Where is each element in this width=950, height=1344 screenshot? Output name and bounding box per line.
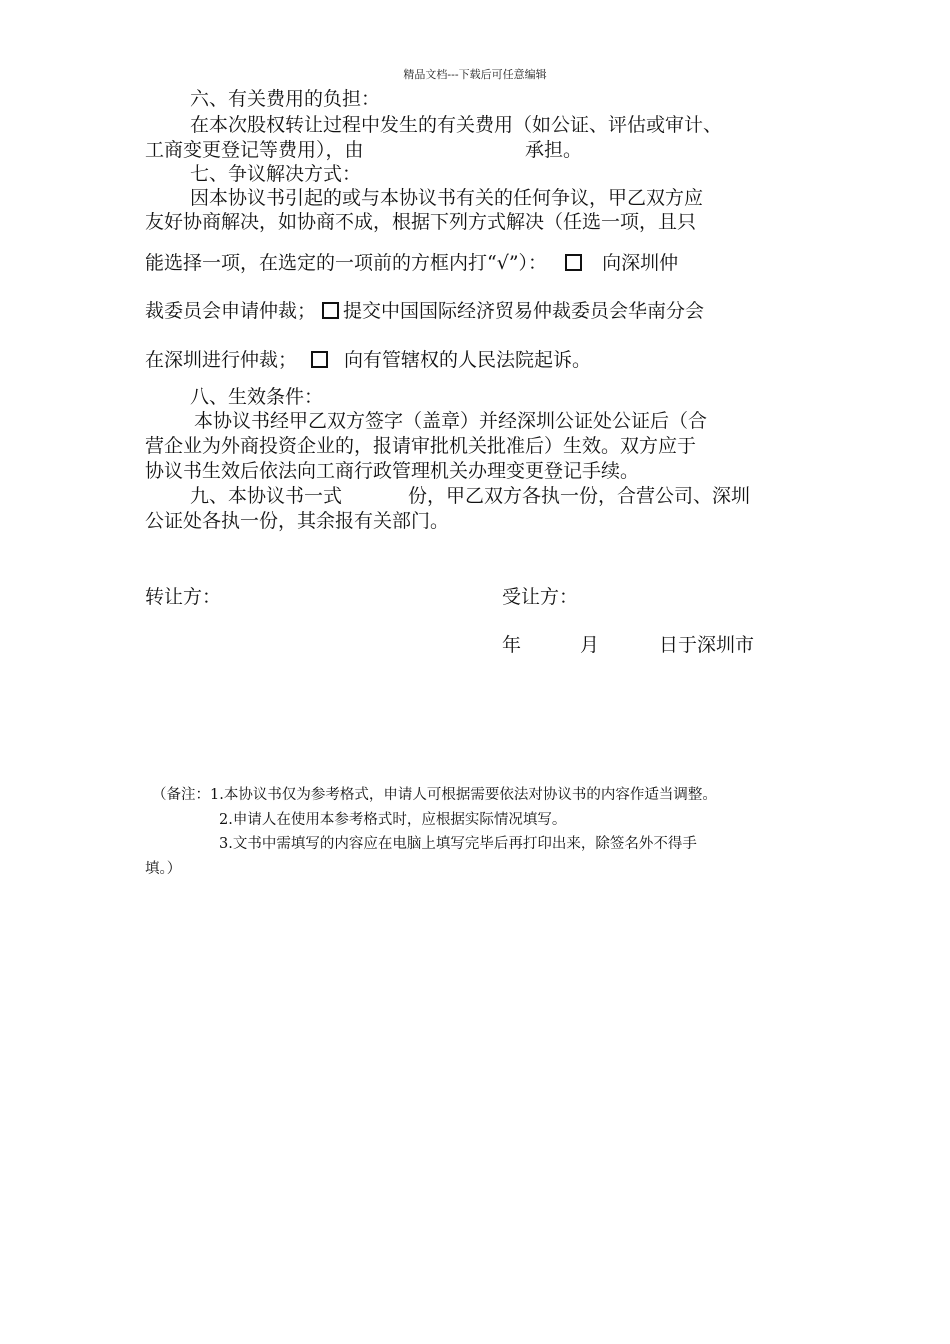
section-8-line-2: 营企业为外商投资企业的，报请审批机关批准后）生效。双方应于 xyxy=(145,435,697,457)
option-1-text-a: 向深圳仲 xyxy=(602,252,679,274)
section-7-line-3-text: 能选择一项，在选定的一项前的方框内打“√”）： xyxy=(145,252,548,274)
section-6-line-2b: 承担。 xyxy=(525,139,583,161)
checkbox-option-3[interactable] xyxy=(311,351,328,368)
checkbox-option-2[interactable] xyxy=(322,302,339,319)
note-line-1: （备注：1.本协议书仅为参考格式，申请人可根据需要依法对协议书的内容作适当调整。 xyxy=(152,787,717,803)
note-line-4: 填。） xyxy=(145,861,182,877)
transferor-label: 转让方： xyxy=(145,586,222,608)
date-day-place: 日于深圳市 xyxy=(659,634,755,656)
section-9-line-1b: 份，甲乙双方各执一份，合营公司、深圳 xyxy=(408,485,751,507)
date-month: 月 xyxy=(580,634,600,656)
note-line-2: 2.申请人在使用本参考格式时，应根据实际情况填写。 xyxy=(219,812,567,828)
section-8-line-3: 协议书生效后依法向工商行政管理机关办理变更登记手续。 xyxy=(145,460,640,482)
section-7-line-5 xyxy=(145,347,591,373)
page-header: 精品文档---下载后可任意编辑 xyxy=(403,68,547,81)
section-9-line-2: 公证处各执一份，其余报有关部门。 xyxy=(145,510,450,532)
section-8-title: 八、生效条件： xyxy=(190,386,324,408)
section-6-title: 六、有关费用的负担： xyxy=(190,88,381,110)
section-7-line-4 xyxy=(145,298,704,324)
section-7-title: 七、争议解决方式： xyxy=(190,163,362,185)
option-2-text: 提交中国国际经济贸易仲裁委员会华南分会 xyxy=(343,300,705,322)
section-7-line-3 xyxy=(145,250,678,276)
section-9-line-1a: 九、本协议书一式 xyxy=(190,485,343,507)
section-8-line-1: 本协议书经甲乙双方签字（盖章）并经深圳公证处公证后（合 xyxy=(194,410,708,432)
option-1-text-b: 裁委员会申请仲裁； xyxy=(145,300,317,322)
option-2-text-b: 在深圳进行仲裁； xyxy=(145,349,298,371)
section-7-line-1: 因本协议书引起的或与本协议书有关的任何争议，甲乙双方应 xyxy=(190,187,704,209)
option-3-text: 向有管辖权的人民法院起诉。 xyxy=(344,349,592,371)
section-7-line-2: 友好协商解决，如协商不成，根据下列方式解决（任选一项，且只 xyxy=(145,211,697,233)
checkbox-option-1[interactable] xyxy=(565,254,582,271)
section-6-line-2a: 工商变更登记等费用），由 xyxy=(145,139,364,161)
note-line-3: 3.文书中需填写的内容应在电脑上填写完毕后再打印出来，除签名外不得手 xyxy=(219,836,697,852)
date-year: 年 xyxy=(502,634,522,656)
transferee-label: 受让方： xyxy=(502,586,579,608)
section-6-line-1: 在本次股权转让过程中发生的有关费用（如公证、评估或审计、 xyxy=(190,114,723,136)
